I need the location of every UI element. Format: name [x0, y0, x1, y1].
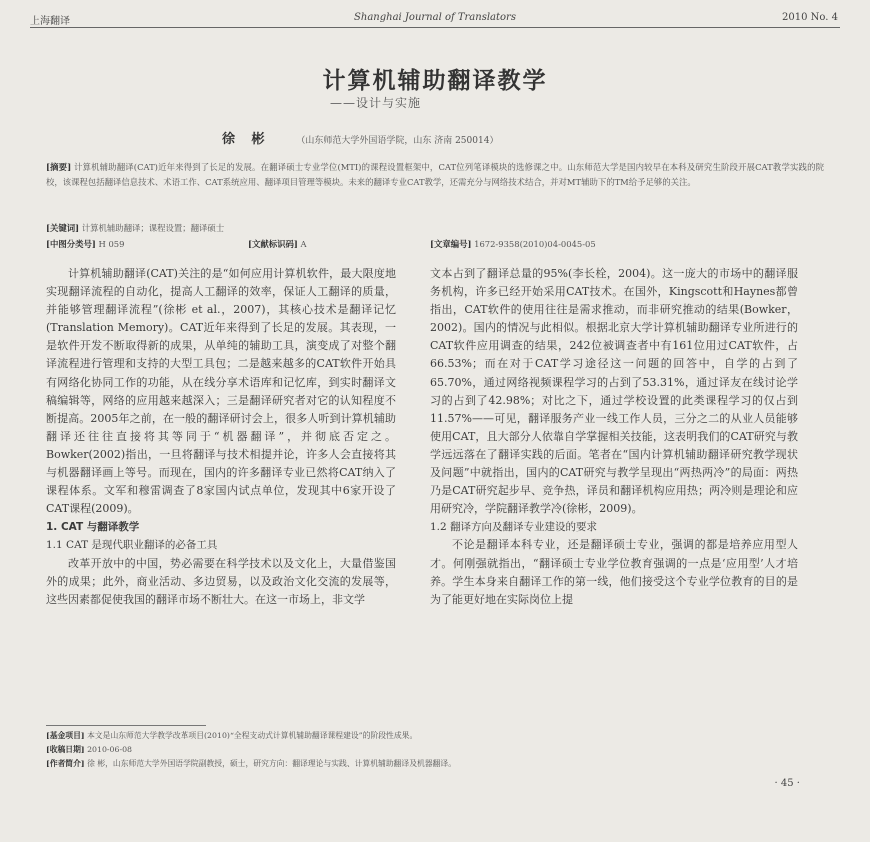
footnote-rule [46, 725, 206, 726]
footnote-received [46, 744, 826, 755]
fund-text: 本文是山东师范大学教学改革项目(2010)“全程支动式计算机辅助翻译课程建设”的阶段性成果。 [87, 731, 418, 740]
header-rule [30, 27, 840, 28]
footnote-fund [46, 730, 826, 741]
received-date: 2010-06-08 [87, 745, 133, 754]
abstract-text: 计算机辅助翻译(CAT)近年来得到了长足的发展。在翻译硕士专业学位(MTI)的课程设置框架中，CAT位列笔译模块的选修课之中。山东师范大学是国内较早在本科及研究生阶段开展CAT教学实践的院校，该课程包括翻译信息技术、术语工作、CAT系统应用、翻译项目管理等模块。未来的翻译专业CAT教学，还需充分与网络技术结合，并对MT辅助下的TM给予足够的关注。 [46, 162, 824, 187]
article-id [430, 238, 596, 250]
clc-value: H 059 [98, 239, 125, 249]
body-paragraph: 不论是翻译本科专业，还是翻译硕士专业，强调的都是培养应用型人才。何刚强就指出，“翻译硕士专业学位教育强调的一点是‘应用型’人才培养。学生本身来自翻译工作的第一线，他们接受这个专业学位教育的目的是为了能更好地在实际岗位上提 [430, 538, 798, 606]
author-affiliation: （山东师范大学外国语学院，山东 济南 250014） [296, 136, 499, 146]
header-issue: 2010 No. 4 [782, 12, 838, 23]
keywords-text: 计算机辅助翻译；课程设置；翻译硕士 [81, 223, 225, 233]
subsection-heading: 1.1 CAT 是现代职业翻译的必备工具 [46, 539, 218, 552]
subsection-heading: 1.2 翻译方向及翻译专业建设的要求 [430, 521, 598, 534]
keywords [46, 222, 224, 234]
bio-text: 徐 彬，山东师范大学外国语学院副教授，硕士，研究方向：翻译理论与实践、计算机辅助翻译及机器翻译。 [87, 759, 456, 768]
abstract-label: [摘要] [46, 162, 72, 172]
body-paragraph: 改革开放中的中国，势必需要在科学技术以及文化上，大量借鉴国外的成果；此外，商业活动、多边贸易，以及政治文化交流的发展等，这些因素都促使我国的翻译市场不断壮大。在这一市场上，非文学 [46, 556, 396, 606]
doc-value: A [300, 239, 307, 249]
clc-label: [中图分类号] [46, 239, 96, 249]
header-journal-en: Shanghai Journal of Translators [354, 12, 516, 23]
received-label: [收稿日期] [46, 745, 85, 754]
author-line [222, 128, 498, 147]
bio-label: [作者简介] [46, 759, 85, 768]
article-id-label: [文章编号] [430, 239, 472, 249]
fund-label: [基金项目] [46, 731, 85, 740]
author-name: 徐 彬 [222, 132, 271, 147]
body-paragraph: 计算机辅助翻译(CAT)关注的是“如何应用计算机软件，最大限度地实现翻译流程的自动化，提高人工翻译的效率，保证人工翻译的质量，并能够管理翻译流程”(徐彬 et al.，2007)，其核心技术是翻译记忆(Translation Memory)。CAT近年来得到了长足的发展。其表现，一是软件开发不断取得新的成果，从单纯的辅助工具，演变成了对整个翻译流程进行管理和支持的大型工具包；二是越来越多的CAT软件开始具有网络化协同工作的功能，从在线分享术语库和记忆库，到实时翻译文稿编辑等，网络的应用越来越深入；三是翻译研究者对它的认知程度不断提高。2005年之前，在一般的翻译研讨会上，很多人听到计算机辅助翻译还往往直接将其等同于“机器翻译”，并彻底否定之。Bowker(2002)指出，一旦将翻译与技术相提并论，许多人会直接将其与机器翻译画上等号。而现在，国内的许多翻译专业已然将CAT纳入了课程体系。文军和穆雷调查了8家国内试点单位，发现其中6家开设了CAT课程(2009)。 [46, 267, 396, 516]
page-number: · 45 · [774, 778, 800, 789]
header-journal-cn: 上海翻译 [30, 16, 70, 27]
keywords-label: [关键词] [46, 223, 80, 233]
doc-code [248, 238, 307, 250]
footnote-bio [46, 758, 826, 769]
body-right-column [430, 265, 798, 609]
article-subtitle: ——设计与实施 [330, 96, 422, 110]
section-heading: 1. CAT 与翻译教学 [46, 521, 140, 534]
abstract [46, 160, 824, 189]
doc-label: [文献标识码] [248, 239, 298, 249]
body-paragraph: 文本占到了翻译总量的95%(李长栓，2004)。这一庞大的市场中的翻译服务机构，许多已经开始采用CAT技术。在国外，Kingscott和Haynes都曾指出，CAT软件的使用往往是需求推动，而非研究推动的结果(Bowker，2002)。国内的情况与此相似。根据北京大学计算机辅助翻译专业所进行的CAT软件应用调查的结果，242位被调查者中有161位用过CAT软件，占66.53%；而在对于CAT学习途径这一问题的回答中，自学的占到了65.70%，通过网络视频课程学习的占到了53.31%，通过译友在线讨论学习的占到了42.98%；对比之下，通过学校设置的此类课程学习的仅占到11.57%——可见，翻译服务产业一线工作人员，三分之二的从业人员能够使用CAT，且大部分人依靠自学掌握相关技能，这表明我们的CAT研究与教学远远落在了翻译实践的后面。笔者在“国内计算机辅助翻译研究教学现状及问题”中就指出，国内的CAT研究与教学呈现出“两热两冷”的局面：两热乃是CAT研究起步早、竞争热，译员和翻译机构应用热；两冷则是理论和应用研究冷，学院翻译教学冷(徐彬，2009)。 [430, 267, 798, 516]
article-id-value: 1672-9358(2010)04-0045-05 [474, 239, 596, 249]
body-left-column [46, 265, 396, 609]
clc-number [46, 238, 124, 250]
article-title: 计算机辅助翻译教学 [322, 68, 548, 94]
